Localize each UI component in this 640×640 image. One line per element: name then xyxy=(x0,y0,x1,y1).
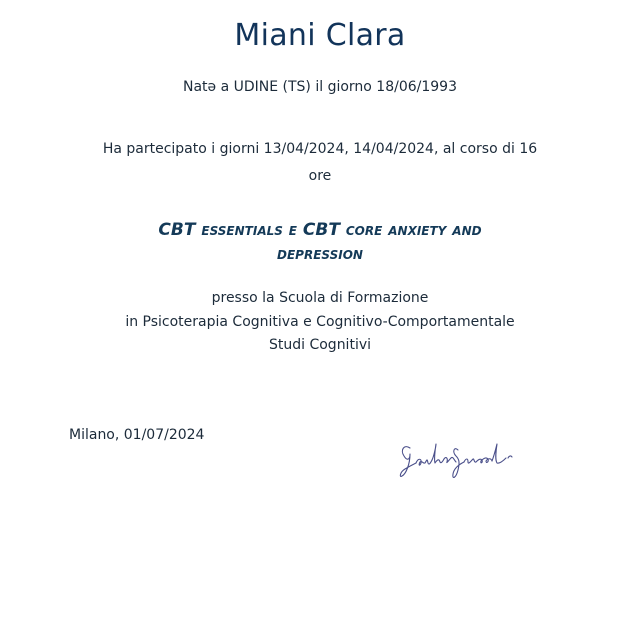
course-title-line-2: depression xyxy=(277,244,363,264)
birth-info: Natə a UDINE (TS) il giorno 18/06/1993 xyxy=(182,79,458,95)
recipient-name: Miani Clara xyxy=(234,18,406,53)
signature-icon xyxy=(396,436,526,482)
school-line-3: Studi Cognitivi xyxy=(268,337,372,353)
attendance-info xyxy=(60,136,580,190)
course-title xyxy=(100,218,540,266)
course-title-line-1: CBT essentials e CBT core anxiety and xyxy=(158,220,482,240)
place-and-date: Milano, 01/07/2024 xyxy=(69,427,205,443)
school-line-2: in Psicoterapia Cognitiva e Cognitivo-Comportamentale xyxy=(125,313,515,330)
attendance-line-1: Ha partecipato i giorni 13/04/2024, 14/04/2024, al corso di 16 xyxy=(102,141,538,157)
school-info xyxy=(0,287,640,358)
attendance-line-2: ore xyxy=(308,168,332,184)
school-line-1: presso la Scuola di Formazione xyxy=(211,290,429,306)
